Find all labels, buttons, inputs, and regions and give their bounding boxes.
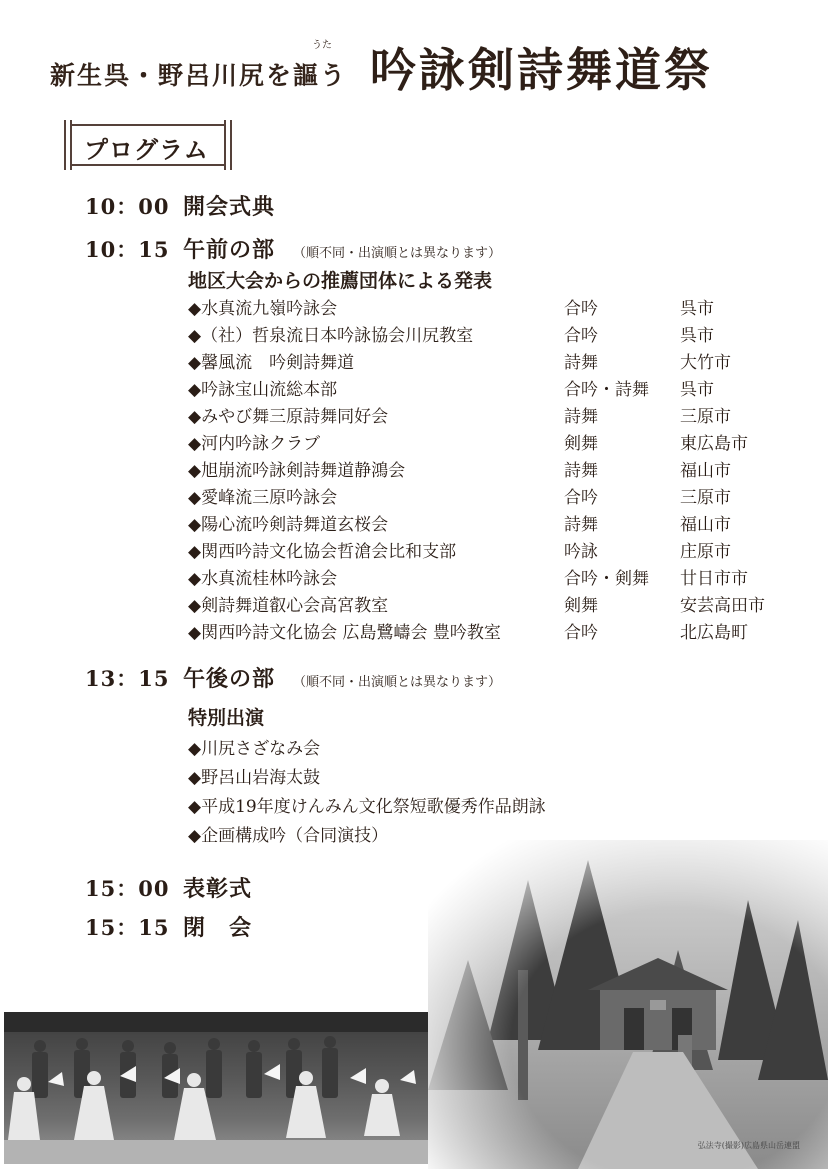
- schedule-time: 15：00: [85, 876, 170, 901]
- list-item: [188, 456, 788, 483]
- group-city: 安芸高田市: [680, 596, 765, 616]
- group-genre: 合吟: [564, 299, 598, 319]
- group-genre: 合吟: [564, 488, 598, 508]
- list-item: [188, 510, 788, 537]
- group-city: 大竹市: [680, 353, 731, 373]
- program-label: プログラム: [84, 135, 209, 164]
- group-city: 東広島市: [680, 434, 748, 454]
- schedule-time: 13：15: [85, 666, 170, 691]
- schedule-note: （順不同・出演順とは異なります）: [293, 246, 502, 261]
- afternoon-subheading: 特別出演: [188, 707, 265, 729]
- ruby-annotation: うた: [312, 40, 332, 51]
- photo-caption: 弘法寺(撮影)広島県山岳連盟: [697, 1141, 800, 1150]
- list-item: [188, 348, 788, 375]
- group-city: 呉市: [680, 299, 714, 319]
- list-item: [188, 618, 788, 645]
- group-name: ◆みやび舞三原詩舞同好会: [188, 407, 389, 427]
- list-item: [188, 321, 788, 348]
- group-genre: 合吟: [564, 623, 598, 643]
- group-genre: 詩舞: [564, 461, 598, 481]
- list-item: [188, 763, 788, 790]
- list-item: [188, 564, 788, 591]
- group-name: ◆吟詠宝山流総本部: [188, 380, 338, 400]
- group-genre: 剣舞: [564, 596, 598, 616]
- special-item: ◆川尻さざなみ会: [188, 739, 321, 759]
- group-genre: 合吟: [564, 326, 598, 346]
- group-city: 福山市: [680, 461, 731, 481]
- group-name: ◆関西吟詩文化協会 広島鷺嶹会 豊吟教室: [188, 623, 501, 643]
- temple-photo: [428, 840, 828, 1169]
- group-name: ◆旭崩流吟詠剣詩舞道静鴻会: [188, 461, 406, 481]
- list-item: [188, 537, 788, 564]
- list-item: [188, 429, 788, 456]
- schedule-opening: [85, 190, 275, 221]
- performers-illustration: [4, 1012, 428, 1164]
- program-label-box: [70, 124, 226, 166]
- schedule-award: [85, 872, 252, 903]
- group-name: ◆陽心流吟剣詩舞道玄桜会: [188, 515, 389, 535]
- schedule-label: 午後の部: [183, 666, 276, 692]
- title-banner: [42, 28, 802, 108]
- group-genre: 合吟・詩舞: [564, 380, 649, 400]
- group-genre: 剣舞: [564, 434, 598, 454]
- group-name: ◆関西吟詩文化協会哲滄会比和支部: [188, 542, 457, 562]
- special-item: ◆野呂山岩海太鼓: [188, 768, 321, 788]
- group-city: 呉市: [680, 380, 714, 400]
- schedule-note: （順不同・出演順とは異なります）: [293, 675, 502, 690]
- list-item: [188, 483, 788, 510]
- group-genre: 合吟・剣舞: [564, 569, 649, 589]
- group-city: 庄原市: [680, 542, 731, 562]
- group-name: ◆（社）哲泉流日本吟詠協会川尻教室: [188, 326, 474, 346]
- group-genre: 詩舞: [564, 407, 598, 427]
- schedule-closing: [85, 911, 252, 942]
- temple-illustration: [428, 840, 828, 1169]
- stage-performance-photo: [4, 1012, 428, 1164]
- list-item: [188, 591, 788, 618]
- schedule-time: 15：15: [85, 915, 170, 940]
- list-item: [188, 294, 788, 321]
- group-genre: 詩舞: [564, 515, 598, 535]
- schedule-label: 開会式典: [183, 194, 276, 220]
- group-city: 三原市: [680, 488, 731, 508]
- group-name: ◆水真流桂林吟詠会: [188, 569, 338, 589]
- special-item: ◆平成19年度けんみん文化祭短歌優秀作品朗詠: [188, 797, 546, 817]
- schedule-time: 10：15: [85, 237, 170, 262]
- event-subtitle: 新生呉・野呂川尻を謳う: [50, 61, 348, 90]
- list-item: [188, 734, 788, 761]
- group-name: ◆馨風流 吟剣詩舞道: [188, 353, 355, 373]
- group-city: 三原市: [680, 407, 731, 427]
- group-name: ◆愛峰流三原吟詠会: [188, 488, 338, 508]
- schedule-label: 表彰式: [183, 876, 253, 902]
- event-title: 吟詠剣詩舞道祭: [370, 43, 713, 97]
- group-city: 福山市: [680, 515, 731, 535]
- group-city: 北広島町: [680, 623, 748, 643]
- group-city: 廿日市市: [680, 569, 748, 589]
- schedule-afternoon: [85, 662, 501, 693]
- schedule-label: 午前の部: [183, 237, 276, 263]
- schedule-time: 10：00: [85, 194, 170, 219]
- list-item: [188, 792, 788, 819]
- list-item: [188, 375, 788, 402]
- group-genre: 詩舞: [564, 353, 598, 373]
- list-item: [188, 402, 788, 429]
- schedule-morning: [85, 233, 501, 264]
- group-name: ◆水真流九嶺吟詠会: [188, 299, 338, 319]
- group-name: ◆剣詩舞道叡心会高宮教室: [188, 596, 389, 616]
- group-city: 呉市: [680, 326, 714, 346]
- group-name: ◆河内吟詠クラブ: [188, 434, 321, 454]
- group-genre: 吟詠: [564, 542, 598, 562]
- special-item: ◆企画構成吟（合同演技）: [188, 826, 389, 846]
- morning-subheading: 地区大会からの推薦団体による発表: [188, 270, 493, 292]
- schedule-label: 閉 会: [183, 915, 253, 941]
